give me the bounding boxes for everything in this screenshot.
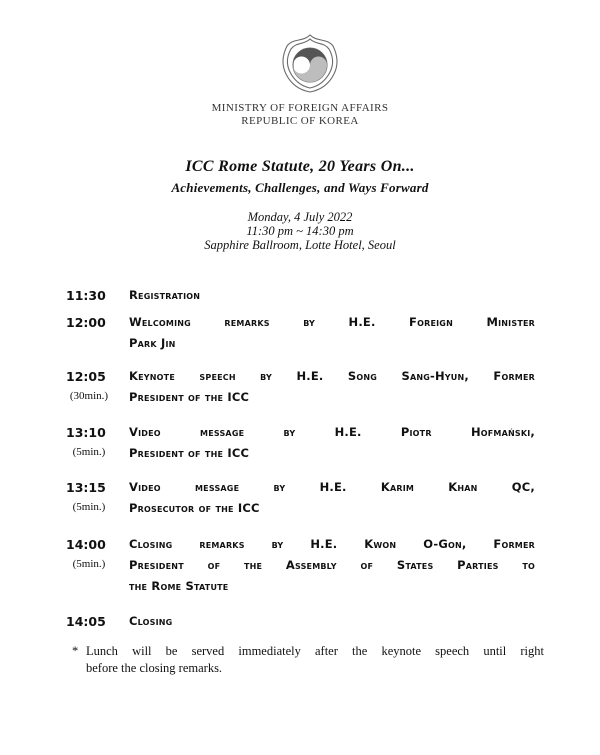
note-asterisk: *: [72, 644, 79, 658]
duration-text: (5min.): [72, 558, 106, 570]
duration-text: (30min.): [69, 390, 109, 402]
program-description: [129, 422, 535, 464]
program-description: [129, 534, 535, 597]
note-line: Lunch will be served immediately after the keynote speech until right: [86, 644, 544, 658]
korea-government-emblem-icon: [277, 30, 343, 96]
program-line: Keynote speech by H.E. Song Sang-Hyun, Former: [129, 369, 535, 383]
program-line: President of the ICC: [129, 446, 250, 460]
program-line: Registration: [129, 288, 201, 302]
ministry-name: MINISTRY OF FOREIGN AFFAIRS: [211, 102, 389, 114]
duration-text: (5min.): [72, 501, 106, 513]
event-time: 11:30 pm ~ 14:30 pm: [246, 224, 354, 238]
program-duration: [60, 558, 118, 570]
program-line: President of the Assembly of States Parties to: [129, 558, 535, 572]
program-duration: [60, 390, 118, 402]
program-description: [129, 477, 535, 519]
duration-text: (5min.): [72, 446, 106, 458]
program-time: 13:15: [66, 480, 106, 495]
event-date: Monday, 4 July 2022: [247, 210, 353, 224]
event-venue: Sapphire Ballroom, Lotte Hotel, Seoul: [204, 238, 396, 252]
program-time: 14:00: [66, 537, 106, 552]
program-line: Park Jin: [129, 336, 176, 350]
program-line: Closing remarks by H.E. Kwon O-Gon, Former: [129, 537, 535, 551]
program-line: President of the ICC: [129, 390, 250, 404]
program-line: Closing: [129, 614, 173, 628]
program-time: 12:05: [66, 369, 106, 384]
program-time: 14:05: [66, 614, 106, 629]
program-time: 13:10: [66, 425, 106, 440]
program-description: [129, 611, 535, 632]
program-line: Video message by H.E. Karim Khan QC,: [129, 480, 535, 494]
program-description: [129, 285, 535, 306]
ministry-country: REPUBLIC OF KOREA: [241, 115, 359, 127]
program-line: the Rome Statute: [129, 579, 229, 593]
event-title: ICC Rome Statute, 20 Years On...: [185, 158, 415, 175]
program-line: Prosecutor of the ICC: [129, 501, 260, 515]
program-duration: [60, 501, 118, 513]
event-subtitle: Achievements, Challenges, and Ways Forward: [171, 180, 429, 195]
program-description: [129, 312, 535, 354]
program-time: 11:30: [66, 288, 106, 303]
program-time: 12:00: [66, 315, 106, 330]
program-duration: [60, 446, 118, 458]
program-line: Welcoming remarks by H.E. Foreign Minister: [129, 315, 535, 329]
program-description: [129, 366, 535, 408]
program-line: Video message by H.E. Piotr Hofmański,: [129, 425, 535, 439]
note-text: [86, 643, 544, 677]
note-line: before the closing remarks.: [86, 661, 223, 675]
